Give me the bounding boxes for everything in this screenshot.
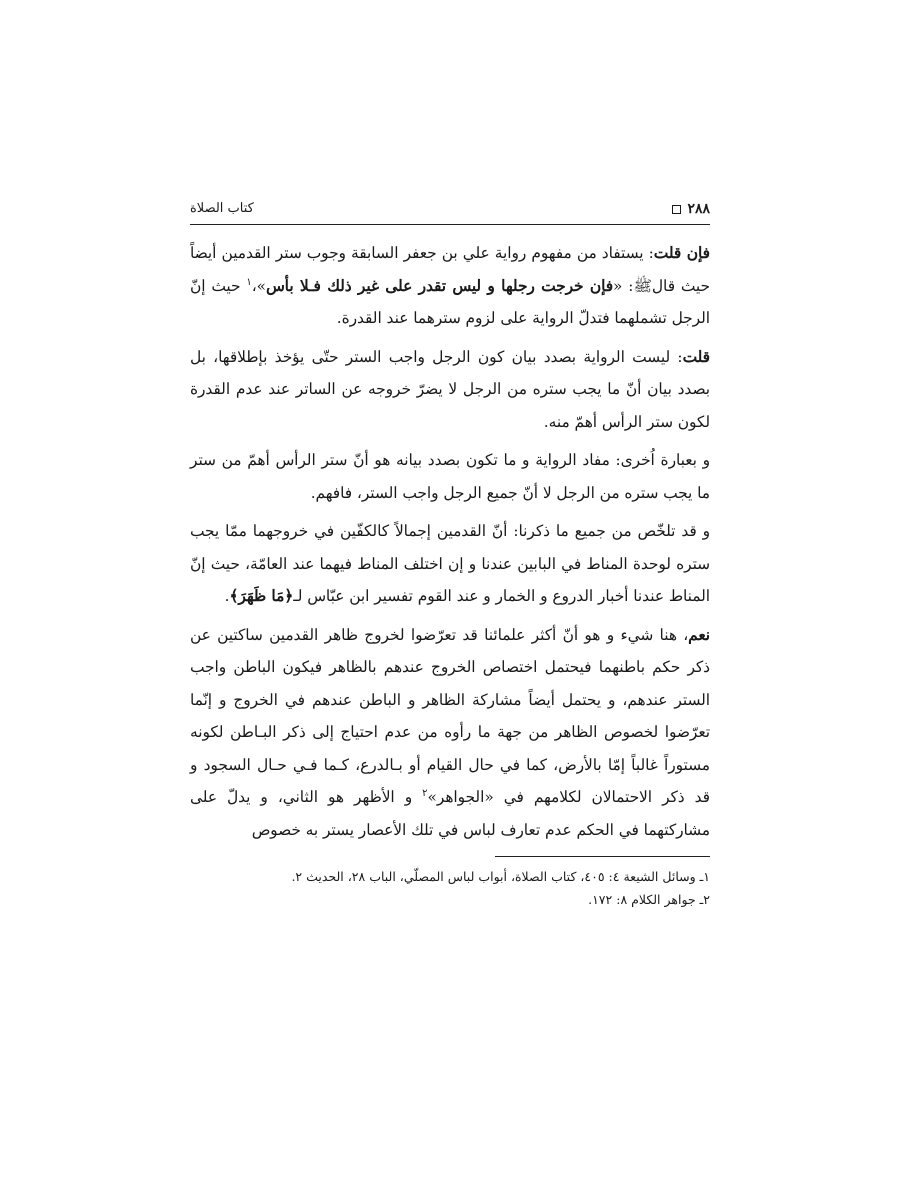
quran-citation: ﴿مَا ظَهَرَ﴾ (229, 587, 294, 605)
book-title: كتاب الصلاة (190, 201, 254, 216)
footnote-ref-1[interactable]: ١ (246, 276, 252, 288)
lead-phrase: قلت (682, 347, 710, 366)
paragraph-2 (190, 341, 710, 439)
paragraph-1 (190, 237, 710, 335)
footnote-ref-2[interactable]: ٢ (422, 787, 428, 799)
paragraph-3 (190, 444, 710, 509)
text-run: . (224, 587, 230, 605)
page-folio (672, 196, 710, 222)
body-text (190, 237, 710, 846)
lead-phrase: نعم (688, 625, 710, 644)
footnote-rule (495, 856, 710, 857)
running-head (190, 196, 710, 222)
square-icon (672, 205, 681, 214)
text-run: »، (251, 276, 266, 295)
book-page (190, 196, 710, 911)
text-run: و بعبارة اُخرى: مفاد الرواية و ما تكون بصدد بيانه هو أنّ ستر الرأس أهمّ من ستر ما يجب ستره من الرجل لا أنّ جميع الرجل واجب الستر، فافهم. (190, 451, 710, 502)
text-run: ، هنا شيء و هو أنّ أكثر علمائنا قد تعرّضوا لخروج ظاهر القدمين ساكتين عن ذكر حكم باطنهما فيحتمل اختصاص الخروج عندهم بالظاهر فيكون الباطن واجب الستر عندهم، و يحتمل أيضاً مشاركة الظاهر و الباطن عندهم في الخروج و إنّما تعرّضوا لخصوص الظاهر من جهة ما رأوه من عدم احتياج إلى ذكر البـاطن لكونه مستوراً غالباً إمّا بالأرض، كما في حال القيام أو بـالدرع، كـما فـي حـال السجود و قد ذكر الاحتمالان لكلامهم في «الجواهر» (190, 625, 710, 806)
quoted-hadith: فإن خرجت رجلها و ليس تقدر على غير ذلك فـلا بأس (266, 276, 614, 295)
text-run: و قد تلخّص من جميع ما ذكرنا: أنّ القدمين إجمالاً كالكفّين في خروجهما ممّا يجب ستره لوحدة المناط في البابين عندنا و إن اختلف المناط فيهما عند العامّة، حيث إنّ المناط عندنا أخبار الدروع و الخمار و عند القوم تفسير ابن عبّاس لـ (190, 522, 710, 605)
lead-phrase: فإن قلت (653, 244, 710, 262)
header-rule (190, 224, 710, 225)
footnotes (190, 865, 710, 911)
footnote-2: ٢ـ جواهر الكلام ٨: ١٧٢. (588, 892, 710, 907)
text-run: حيث إنّ الرجل تشملهما فتدلّ الرواية على لزوم سترهما عند القدرة. (190, 276, 710, 327)
text-run: و الأظهر هو الثاني، و يدلّ على مشاركتهما في الحكم عدم تعارف لباس في تلك الأعصار يستر به خصوص (190, 788, 710, 839)
footnote-1: ١ـ وسائل الشيعة ٤: ٤٠٥، كتاب الصلاة، أبواب لباس المصلّي، الباب ٢٨، الحديث ٢. (291, 869, 710, 884)
page-number: ٢٨٨ (687, 201, 710, 217)
paragraph-4 (190, 515, 710, 613)
salutation-glyph: ﷺ (633, 276, 652, 295)
text-run: : ليست الرواية بصدد بيان كون الرجل واجب الستر حتّى يؤخذ بإطلاقها، بل بصدد بيان أنّ ما يجب ستره من الرجل لا يضرّ خروجه عن الساتر عند عدم القدرة لكون ستر الرأس أهمّ منه. (190, 347, 710, 431)
text-run: : يستفاد من مفهوم رواية علي بن جعفر السابقة وجوب ستر القدمين أيضاً حيث قال (190, 244, 710, 295)
paragraph-5 (190, 619, 710, 847)
text-run: : « (613, 276, 634, 295)
